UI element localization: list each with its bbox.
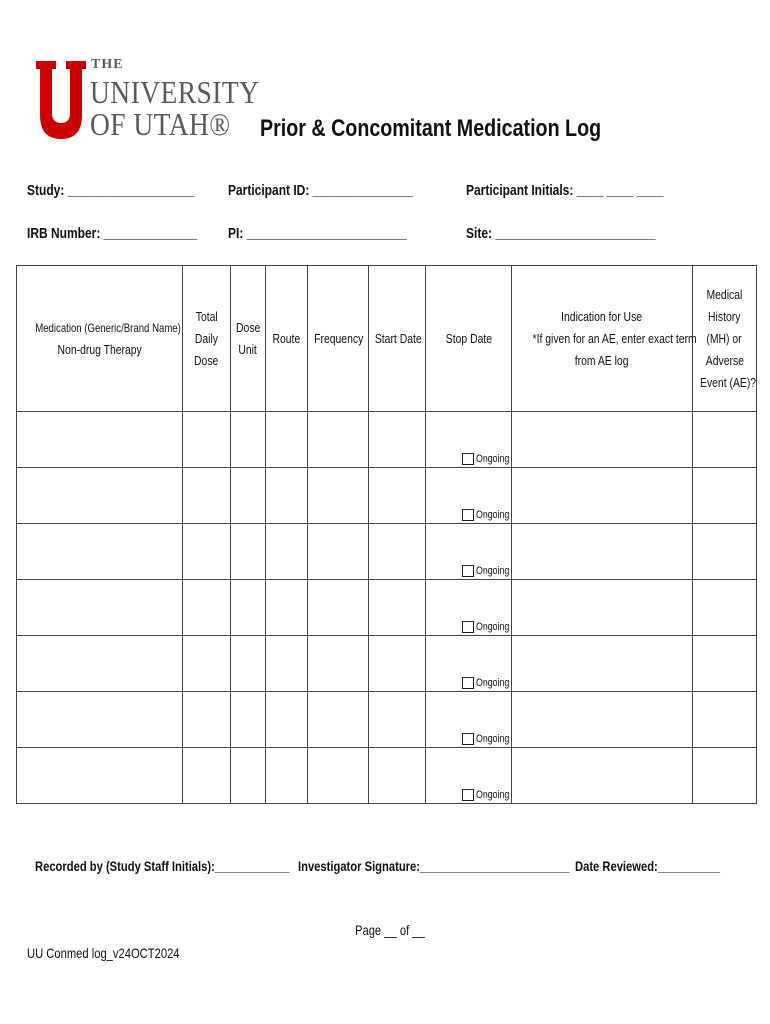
table-cell[interactable] — [693, 468, 757, 524]
table-cell[interactable] — [693, 692, 757, 748]
table-cell[interactable] — [693, 412, 757, 468]
table-cell[interactable] — [266, 748, 308, 804]
table-cell[interactable] — [426, 636, 512, 692]
participant-initials-field[interactable]: Participant Initials: ____ ____ ____ — [466, 182, 664, 199]
table-cell[interactable] — [17, 468, 183, 524]
table-row — [17, 748, 757, 804]
table-row — [17, 692, 757, 748]
header-start-date: Start Date — [369, 266, 426, 412]
site-field[interactable]: Site: ________________________ — [466, 225, 656, 242]
ongoing-checkbox[interactable] — [462, 565, 518, 577]
study-field[interactable]: Study: ___________________ — [27, 182, 195, 199]
investigator-signature-field[interactable]: Investigator Signature:________________________ — [298, 858, 570, 874]
irb-number-field[interactable]: IRB Number: ______________ — [27, 225, 198, 242]
table-cell[interactable] — [17, 692, 183, 748]
table-cell[interactable] — [266, 412, 308, 468]
table-row — [17, 412, 757, 468]
table-cell[interactable] — [426, 692, 512, 748]
table-cell[interactable] — [369, 692, 426, 748]
logo-of-utah: OF UTAH® — [90, 106, 231, 142]
header-frequency: Frequency — [308, 266, 369, 412]
table-cell[interactable] — [231, 468, 266, 524]
table-row — [17, 524, 757, 580]
block-u-icon — [36, 61, 86, 141]
header-total-daily-dose: Total Daily Dose — [183, 266, 231, 412]
table-cell[interactable] — [369, 412, 426, 468]
table-cell[interactable] — [17, 580, 183, 636]
table-cell[interactable] — [693, 524, 757, 580]
header-route: Route — [266, 266, 308, 412]
table-cell[interactable] — [183, 412, 231, 468]
medication-log-table — [16, 265, 757, 804]
table-cell[interactable] — [266, 692, 308, 748]
header-stop-date: Stop Date — [426, 266, 512, 412]
header-medical-history-ae: Medical History (MH) or Adverse Event (AE)? — [693, 266, 757, 412]
table-cell[interactable] — [512, 748, 693, 804]
page-number: Page __ of __ — [355, 922, 425, 938]
table-cell[interactable] — [231, 748, 266, 804]
checkbox-icon[interactable] — [462, 733, 474, 745]
table-cell[interactable] — [266, 524, 308, 580]
table-cell[interactable] — [17, 412, 183, 468]
pi-field[interactable]: PI: ________________________ — [228, 225, 407, 242]
table-cell[interactable] — [512, 580, 693, 636]
table-cell[interactable] — [308, 748, 369, 804]
table-cell[interactable] — [512, 412, 693, 468]
table-cell[interactable] — [426, 524, 512, 580]
ongoing-checkbox[interactable] — [462, 733, 518, 745]
checkbox-icon[interactable] — [462, 453, 474, 465]
ongoing-checkbox[interactable] — [462, 789, 518, 801]
table-row — [17, 468, 757, 524]
date-reviewed-field[interactable]: Date Reviewed:__________ — [575, 858, 721, 874]
table-cell[interactable] — [308, 580, 369, 636]
table-cell[interactable] — [266, 580, 308, 636]
header-dose-unit: Dose Unit — [231, 266, 266, 412]
table-cell[interactable] — [308, 412, 369, 468]
checkbox-icon[interactable] — [462, 621, 474, 633]
page-title: Prior & Concomitant Medication Log — [260, 115, 602, 142]
table-cell[interactable] — [183, 692, 231, 748]
table-cell[interactable] — [693, 636, 757, 692]
table-cell[interactable] — [512, 692, 693, 748]
ongoing-label: Ongoing — [476, 789, 510, 801]
logo-the: THE — [91, 57, 124, 72]
checkbox-icon[interactable] — [462, 677, 474, 689]
ongoing-checkbox[interactable] — [462, 453, 518, 465]
table-cell[interactable] — [183, 636, 231, 692]
table-header-row — [17, 266, 757, 412]
table-cell[interactable] — [426, 580, 512, 636]
table-cell[interactable] — [426, 748, 512, 804]
table-cell[interactable] — [369, 748, 426, 804]
table-row — [17, 580, 757, 636]
version-label: UU Conmed log_v24OCT2024 — [27, 945, 180, 961]
table-cell[interactable] — [183, 524, 231, 580]
ongoing-checkbox[interactable] — [462, 509, 518, 521]
table-cell[interactable] — [426, 412, 512, 468]
table-cell[interactable] — [693, 580, 757, 636]
table-cell[interactable] — [231, 524, 266, 580]
university-of-utah-logo — [36, 57, 260, 142]
ongoing-label: Ongoing — [476, 733, 510, 745]
table-cell[interactable] — [512, 468, 693, 524]
ongoing-checkbox[interactable] — [462, 677, 518, 689]
checkbox-icon[interactable] — [462, 789, 474, 801]
table-cell[interactable] — [183, 748, 231, 804]
table-cell[interactable] — [231, 580, 266, 636]
table-cell[interactable] — [183, 468, 231, 524]
table-cell[interactable] — [512, 524, 693, 580]
ongoing-checkbox[interactable] — [462, 621, 518, 633]
table-cell[interactable] — [266, 468, 308, 524]
participant-id-field[interactable]: Participant ID: _______________ — [228, 182, 413, 199]
table-cell[interactable] — [512, 636, 693, 692]
recorded-by-field[interactable]: Recorded by (Study Staff Initials):____________ — [35, 858, 290, 874]
table-row — [17, 636, 757, 692]
table-cell[interactable] — [266, 636, 308, 692]
table-cell[interactable] — [17, 748, 183, 804]
table-cell[interactable] — [183, 580, 231, 636]
header-indication: Indication for Use *If given for an AE, enter exact term from AE log — [512, 266, 693, 412]
table-cell[interactable] — [231, 636, 266, 692]
header-medication: Medication (Generic/Brand Name) Non-drug Therapy — [17, 266, 183, 412]
table-cell[interactable] — [17, 636, 183, 692]
table-cell[interactable] — [308, 692, 369, 748]
table-cell[interactable] — [369, 580, 426, 636]
checkbox-icon[interactable] — [462, 565, 474, 577]
table-cell[interactable] — [17, 524, 183, 580]
ongoing-label: Ongoing — [476, 565, 510, 577]
ongoing-label: Ongoing — [476, 509, 510, 521]
table-cell[interactable] — [308, 468, 369, 524]
table-cell[interactable] — [231, 412, 266, 468]
table-cell[interactable] — [231, 692, 266, 748]
table-cell[interactable] — [308, 524, 369, 580]
ongoing-label: Ongoing — [476, 621, 510, 633]
ongoing-label: Ongoing — [476, 677, 510, 689]
table-cell[interactable] — [369, 524, 426, 580]
checkbox-icon[interactable] — [462, 509, 474, 521]
table-cell[interactable] — [693, 748, 757, 804]
table-cell[interactable] — [308, 636, 369, 692]
table-cell[interactable] — [426, 468, 512, 524]
table-cell[interactable] — [369, 468, 426, 524]
table-cell[interactable] — [369, 636, 426, 692]
logo-university: UNIVERSITY — [90, 74, 260, 110]
ongoing-label: Ongoing — [476, 453, 510, 465]
